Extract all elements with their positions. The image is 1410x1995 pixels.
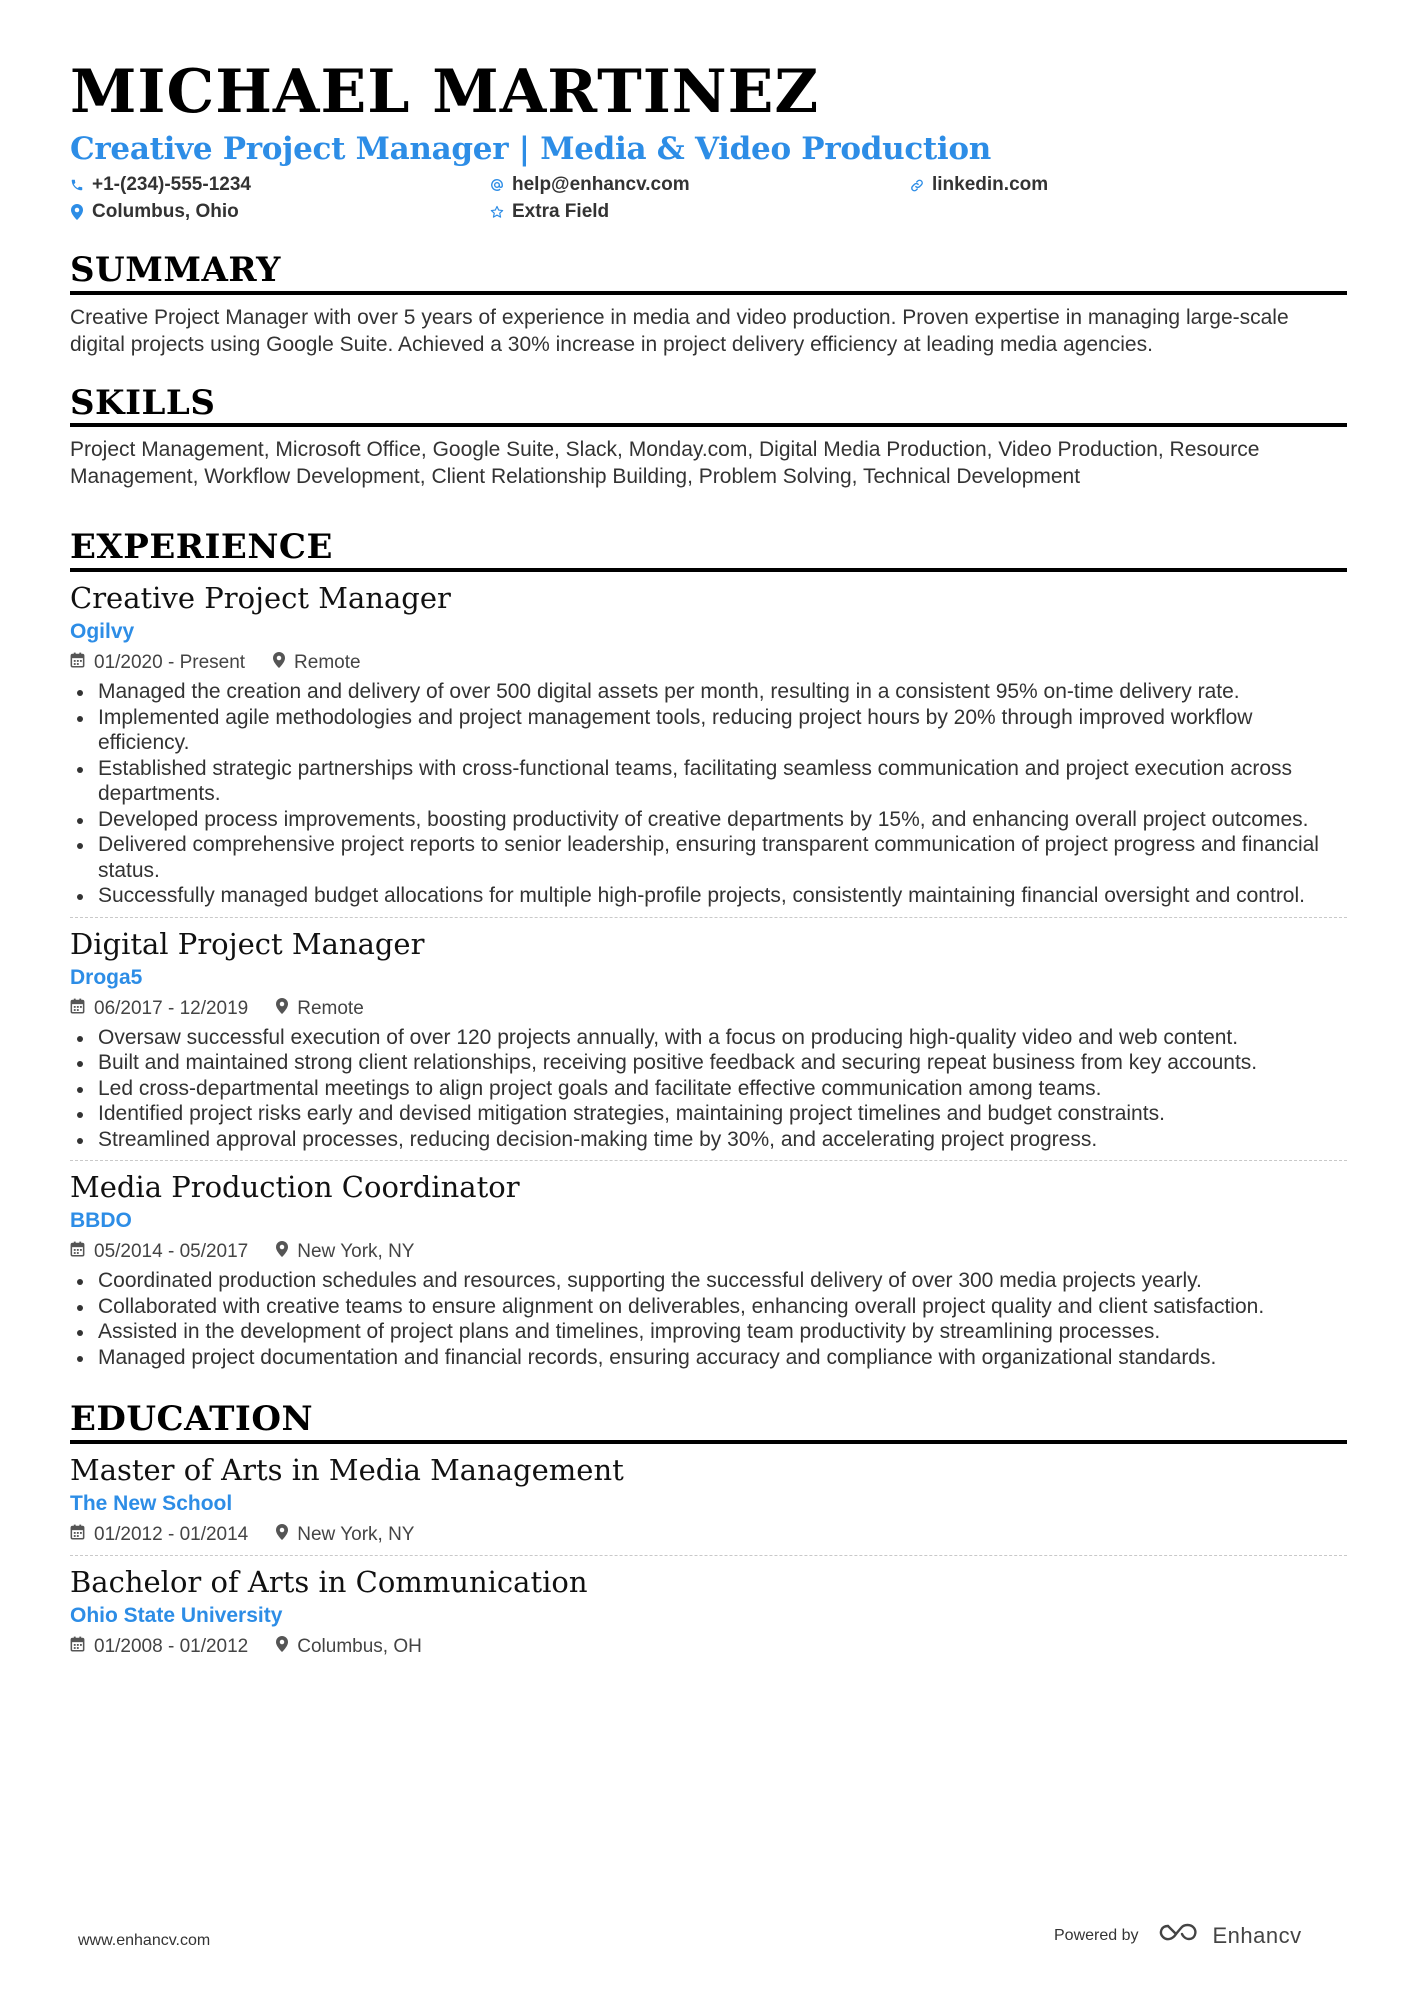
job-title: Creative Project Manager bbox=[70, 581, 451, 616]
enhancv-brand bbox=[1157, 1922, 1302, 1950]
company-name[interactable]: Ogilvy bbox=[70, 620, 135, 644]
footer-website[interactable]: www.enhancv.com bbox=[78, 1932, 211, 1949]
list-item: Implemented agile methodologies and project management tools, reducing project hours by 20% through improved workflow efficiency. bbox=[70, 705, 1347, 756]
section-title: EXPERIENCE bbox=[70, 530, 1347, 572]
list-item: Established strategic partnerships with cross-functional teams, facilitating seamless communication and project execution across departments. bbox=[70, 756, 1347, 807]
section-title: SUMMARY bbox=[70, 253, 1347, 295]
education-location: New York, NY bbox=[276, 1523, 414, 1547]
location-pin-icon bbox=[276, 1635, 288, 1659]
degree-title: Master of Arts in Media Management bbox=[70, 1452, 624, 1487]
experience-entry bbox=[70, 572, 1347, 918]
powered-by-label: Powered by bbox=[1054, 1927, 1139, 1944]
summary-section bbox=[70, 250, 1347, 358]
education-location: Columbus, OH bbox=[276, 1635, 422, 1659]
resume-page bbox=[70, 0, 1347, 1667]
candidate-headline: Creative Project Manager | Media & Video Production bbox=[70, 131, 992, 167]
job-location: Remote bbox=[276, 997, 364, 1021]
phone-icon bbox=[70, 177, 84, 193]
job-dates: 06/2017 - 12/2019 bbox=[70, 997, 248, 1021]
job-title: Media Production Coordinator bbox=[70, 1170, 520, 1205]
experience-section bbox=[70, 527, 1347, 1378]
school-name[interactable]: The New School bbox=[70, 1491, 233, 1515]
contact-email[interactable] bbox=[490, 174, 910, 196]
contact-linkedin[interactable] bbox=[910, 174, 1330, 196]
job-location: New York, NY bbox=[276, 1240, 414, 1264]
list-item: Streamlined approval processes, reducing decision-making time by 30%, and accelerating project progress. bbox=[70, 1127, 1347, 1153]
education-entry bbox=[70, 1556, 1347, 1667]
location-pin-icon bbox=[70, 204, 84, 220]
achievement-list bbox=[70, 1268, 1347, 1370]
calendar-icon bbox=[70, 1635, 85, 1659]
resume-header bbox=[70, 57, 1347, 223]
skills-section bbox=[70, 382, 1347, 491]
education-section bbox=[70, 1399, 1347, 1667]
achievement-list bbox=[70, 679, 1347, 909]
education-meta bbox=[70, 1635, 1347, 1659]
location-text: Columbus, Ohio bbox=[92, 201, 239, 223]
footer-powered-by[interactable] bbox=[1054, 1922, 1302, 1950]
list-item: Delivered comprehensive project reports to senior leadership, ensuring transparent communication of project progress and financial status. bbox=[70, 832, 1347, 883]
email-address: help@enhancv.com bbox=[512, 174, 690, 196]
education-dates: 01/2012 - 01/2014 bbox=[70, 1523, 248, 1547]
calendar-icon bbox=[70, 997, 85, 1021]
job-title: Digital Project Manager bbox=[70, 926, 425, 961]
calendar-icon bbox=[70, 1523, 85, 1547]
linkedin-url: linkedin.com bbox=[932, 174, 1049, 196]
list-item: Oversaw successful execution of over 120 projects annually, with a focus on producing high-quality video and web content. bbox=[70, 1025, 1347, 1051]
list-item: Led cross-departmental meetings to align project goals and facilitate effective communication among teams. bbox=[70, 1076, 1347, 1102]
list-item: Developed process improvements, boosting productivity of creative departments by 15%, and enhancing overall project outcomes. bbox=[70, 807, 1347, 833]
list-item: Coordinated production schedules and resources, supporting the successful delivery of over 300 media projects yearly. bbox=[70, 1268, 1347, 1294]
job-meta bbox=[70, 1240, 1347, 1264]
phone-number: +1-(234)-555-1234 bbox=[92, 174, 251, 196]
skills-text: Project Management, Microsoft Office, Google Suite, Slack, Monday.com, Digital Media Production, Video Production, Resource Management, Workflow Development, Client Relationship Building, Problem Solving, Technical Development bbox=[70, 438, 1260, 489]
enhancv-logo-icon bbox=[1157, 1922, 1201, 1950]
education-entry bbox=[70, 1444, 1347, 1556]
list-item: Managed the creation and delivery of over 500 digital assets per month, resulting in a consistent 95% on-time delivery rate. bbox=[70, 679, 1347, 705]
list-item: Assisted in the development of project plans and timelines, improving team productivity by streamlining processes. bbox=[70, 1319, 1347, 1345]
education-dates: 01/2008 - 01/2012 bbox=[70, 1635, 248, 1659]
summary-text: Creative Project Manager with over 5 years of experience in media and video production. Proven expertise in managing large-scale digital projects using Google Suite. Achieved a 30% increase in project delivery efficiency at leading media agencies. bbox=[70, 305, 1289, 356]
education-meta bbox=[70, 1523, 1347, 1547]
location-pin-icon bbox=[273, 651, 285, 675]
location-pin-icon bbox=[276, 997, 288, 1021]
brand-name: Enhancv bbox=[1212, 1923, 1302, 1948]
calendar-icon bbox=[70, 651, 85, 675]
job-dates: 01/2020 - Present bbox=[70, 651, 245, 675]
contact-info bbox=[70, 174, 1347, 223]
list-item: Built and maintained strong client relationships, receiving positive feedback and securing repeat business from key accounts. bbox=[70, 1050, 1347, 1076]
extra-field-text: Extra Field bbox=[512, 201, 610, 223]
school-name[interactable]: Ohio State University bbox=[70, 1603, 283, 1627]
section-title: EDUCATION bbox=[70, 1402, 1347, 1444]
location-pin-icon bbox=[276, 1240, 288, 1264]
section-title: SKILLS bbox=[70, 386, 1347, 428]
list-item: Managed project documentation and financial records, ensuring accuracy and compliance with organizational standards. bbox=[70, 1345, 1347, 1371]
experience-entry bbox=[70, 1161, 1347, 1378]
list-item: Identified project risks early and devised mitigation strategies, maintaining project timelines and budget constraints. bbox=[70, 1101, 1347, 1127]
company-name[interactable]: BBDO bbox=[70, 1209, 132, 1233]
list-item: Successfully managed budget allocations for multiple high-profile projects, consistently maintaining financial oversight and control. bbox=[70, 883, 1347, 909]
candidate-name: MICHAEL MARTINEZ bbox=[70, 57, 820, 127]
star-icon bbox=[490, 204, 504, 220]
experience-entry bbox=[70, 918, 1347, 1162]
contact-location bbox=[70, 201, 490, 223]
job-meta bbox=[70, 997, 1347, 1021]
location-pin-icon bbox=[276, 1523, 288, 1547]
list-item: Collaborated with creative teams to ensure alignment on deliverables, enhancing overall project quality and client satisfaction. bbox=[70, 1294, 1347, 1320]
link-icon bbox=[910, 177, 924, 193]
at-icon bbox=[490, 177, 504, 193]
achievement-list bbox=[70, 1025, 1347, 1153]
contact-phone[interactable] bbox=[70, 174, 490, 196]
job-dates: 05/2014 - 05/2017 bbox=[70, 1240, 248, 1264]
contact-extra bbox=[490, 201, 910, 223]
calendar-icon bbox=[70, 1240, 85, 1264]
company-name[interactable]: Droga5 bbox=[70, 965, 143, 989]
job-meta bbox=[70, 651, 1347, 675]
job-location: Remote bbox=[273, 651, 361, 675]
degree-title: Bachelor of Arts in Communication bbox=[70, 1564, 588, 1599]
